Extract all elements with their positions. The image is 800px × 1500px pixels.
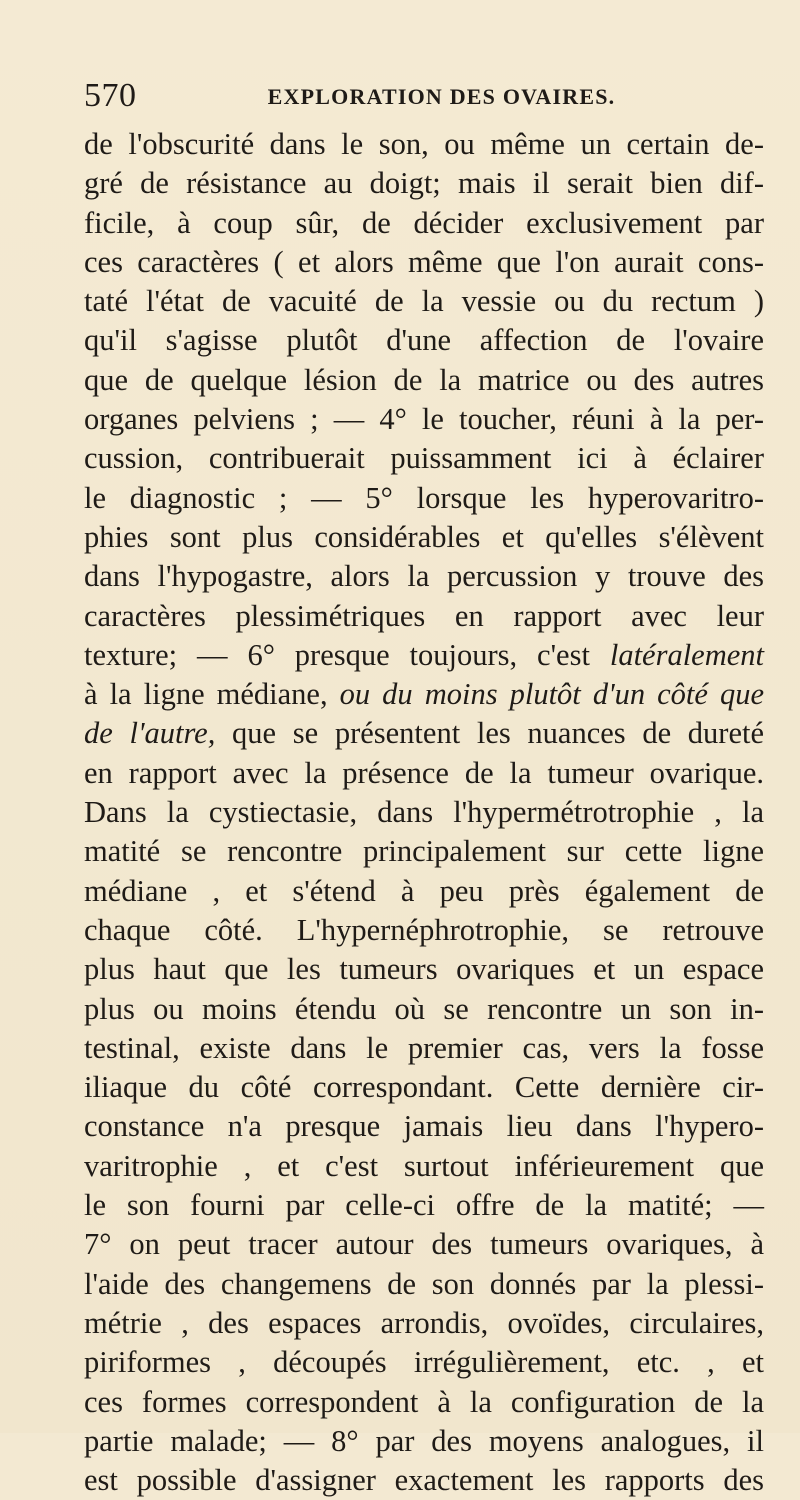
text-line: gré de résistance au doigt; mais il serait bien dif- [84, 166, 764, 201]
text-line: qu'il s'agisse plutôt d'une affection de l'ovaire [84, 323, 764, 358]
text-line: en rapport avec la présence de la tumeur ovarique. [84, 755, 764, 790]
page-number: 570 [84, 77, 137, 114]
text-line: iliaque du côté correspondant. Cette dernière cir- [84, 1070, 764, 1105]
text-line: l'aide des changemens de son donnés par la plessi- [84, 1266, 764, 1301]
text-line: plus haut que les tumeurs ovariques et un espace [84, 952, 764, 987]
text-line: ces formes correspondent à la configuration de la [84, 1384, 764, 1419]
text-line: ficile, à coup sûr, de décider exclusivement par [84, 205, 764, 240]
text-line: testinal, existe dans le premier cas, vers la fosse [84, 1030, 764, 1065]
page-header [84, 76, 739, 116]
text-line: cussion, contribuerait puissamment ici à éclairer [84, 441, 764, 476]
text-line: taté l'état de vacuité de la vessie ou du rectum ) [84, 284, 764, 319]
text-line: 7° on peut tracer autour des tumeurs ovariques, à [84, 1227, 764, 1262]
text-line: partie malade; — 8° par des moyens analogues, il [84, 1423, 764, 1458]
text-line: constance n'a presque jamais lieu dans l'hypero- [84, 1109, 764, 1144]
body-text [84, 125, 764, 1500]
text-line: caractères plessimétriques en rapport avec leur [84, 598, 764, 633]
italic-emphasis: de l'autre, [84, 716, 216, 751]
text-line: phies sont plus considérables et qu'elles s'élèvent [84, 519, 764, 554]
text-line: le son fourni par celle-ci offre de la matité; — [84, 1188, 764, 1223]
text-line: à la ligne médiane, ou du moins plutôt d'un côté que [84, 677, 764, 712]
text-line: le diagnostic ; — 5° lorsque les hyperovaritro- [84, 480, 764, 515]
text-line: de l'autre, que se présentent les nuances de dureté [84, 716, 764, 751]
italic-emphasis: latéralement [609, 637, 764, 672]
text-line: médiane , et s'étend à peu près également de [84, 873, 764, 908]
text-line: matité se rencontre principalement sur cette ligne [84, 834, 764, 869]
italic-emphasis: ou du moins plutôt d'un côté que [339, 677, 764, 712]
text-line: plus ou moins étendu où se rencontre un son in- [84, 991, 764, 1026]
text-line: métrie , des espaces arrondis, ovoïdes, circulaires, [84, 1305, 764, 1340]
running-head: EXPLORATION DES OVAIRES. [267, 84, 616, 109]
text-line: de l'obscurité dans le son, ou même un certain de- [84, 127, 764, 161]
text-line: texture; — 6° presque toujours, c'est latéralement [84, 637, 764, 672]
text-line: Dans la cystiectasie, dans l'hypermétrotrophie , la [84, 795, 764, 830]
text-line: dans l'hypogastre, alors la percussion y trouve des [84, 559, 764, 594]
text-line: est possible d'assigner exactement les rapports des [84, 1463, 764, 1498]
text-line: piriformes , découpés irrégulièrement, etc. , et [84, 1345, 764, 1380]
text-line: ces caractères ( et alors même que l'on aurait cons- [84, 244, 764, 279]
text-line: que de quelque lésion de la matrice ou des autres [84, 362, 764, 397]
text-line: varitrophie , et c'est surtout inférieurement que [84, 1148, 764, 1183]
text-line: organes pelviens ; — 4° le toucher, réuni à la per- [84, 402, 764, 437]
text-line: chaque côté. L'hypernéphrotrophie, se retrouve [84, 912, 764, 947]
